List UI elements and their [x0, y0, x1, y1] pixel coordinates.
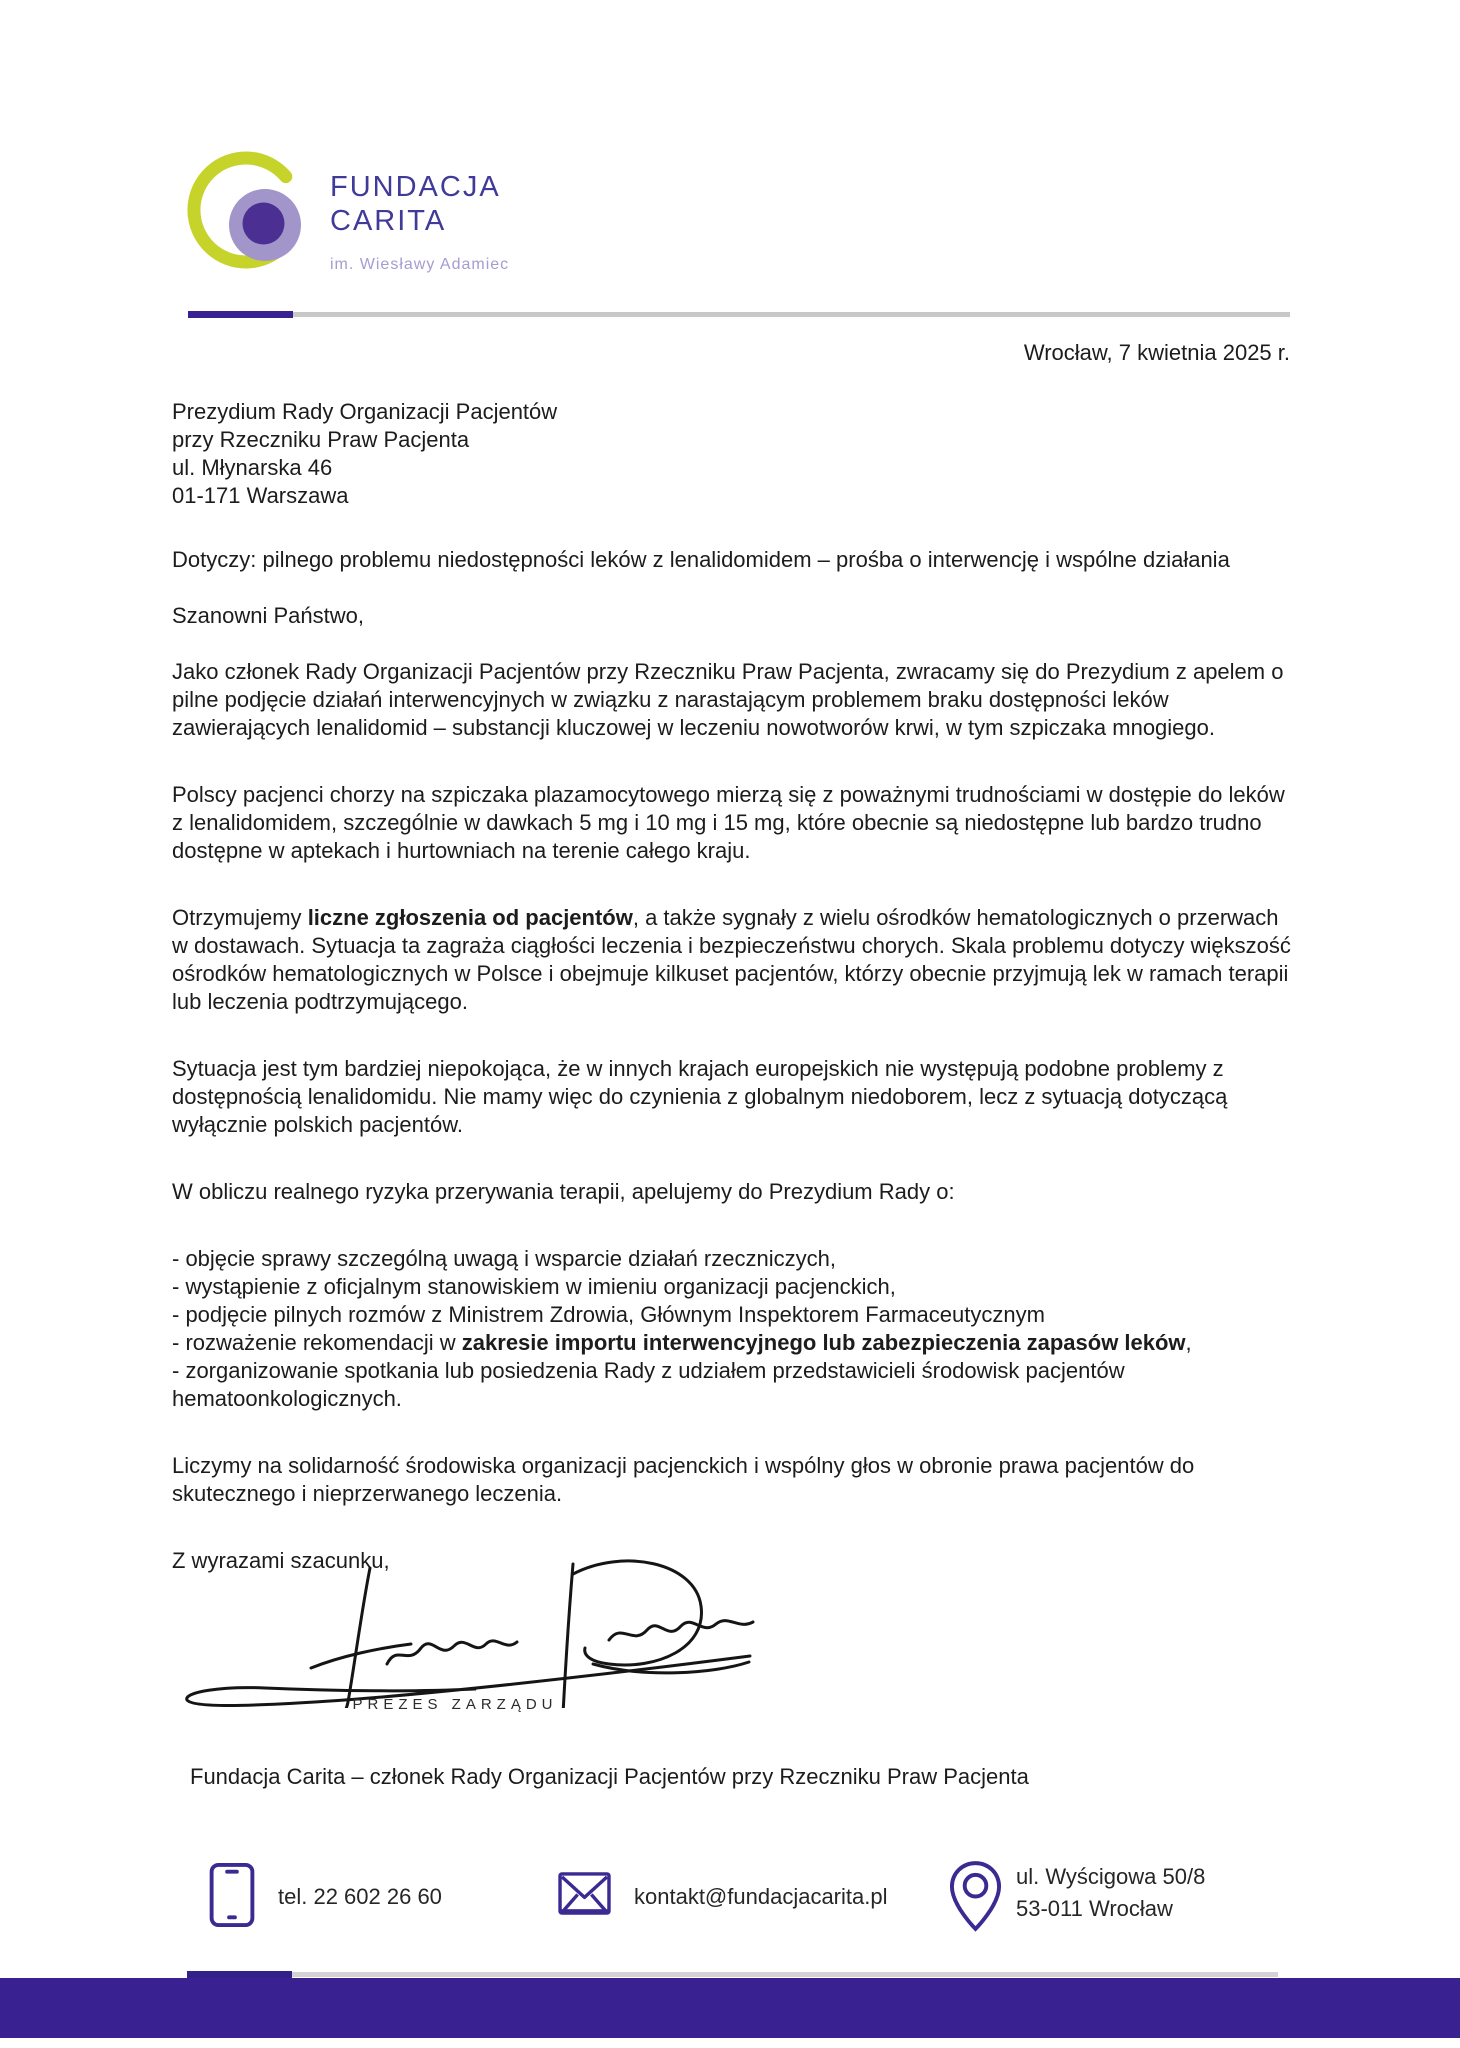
- paragraph-3-bold: liczne zgłoszenia od pacjentów: [307, 905, 633, 930]
- closing-line: Z wyrazami szacunku,: [172, 1548, 390, 1573]
- recipient-line: przy Rzeczniku Praw Pacjenta: [172, 427, 470, 452]
- demand-item-post: ,: [1185, 1330, 1192, 1355]
- demand-item: [172, 1357, 1292, 1413]
- logo-wordmark: [330, 170, 509, 282]
- demand-item-text: - zorganizowanie spotkania lub posiedzenia Rady z udziałem przedstawicieli środowisk pacjentów hematoonkologicznych.: [172, 1358, 1125, 1411]
- demand-item: [172, 1329, 1292, 1357]
- paragraph-4: Sytuacja jest tym bardziej niepokojąca, że w innych krajach europejskich nie występują podobne problemy z dostępnością lenalidomidu. Nie mamy więc do czynienia z globalnym niedoborem, lecz z sytuacją dotyczącą wyłącznie polskich pacjentów.: [172, 1056, 1228, 1137]
- phone-icon: [208, 1862, 256, 1928]
- street-address: ul. Wyścigowa 50/8: [1016, 1864, 1206, 1889]
- demand-item-text: - wystąpienie z oficjalnym stanowiskiem w imieniu organizacji pacjenckich,: [172, 1274, 896, 1299]
- recipient-block: [172, 398, 1292, 510]
- paragraph-5: W obliczu realnego ryzyka przerywania terapii, apelujemy do Prezydium Rady o:: [172, 1179, 955, 1204]
- header-divider: [188, 312, 1290, 317]
- salutation: Szanowni Państwo,: [172, 603, 364, 628]
- subject-line: Dotyczy: pilnego problemu niedostępności leków z lenalidomidem – prośba o interwencję i wspólne działania: [172, 547, 1230, 572]
- demand-item: [172, 1301, 1292, 1329]
- paragraph-3-pre: Otrzymujemy: [172, 905, 308, 930]
- letter-body: [172, 398, 1292, 1575]
- recipient-line: 01-171 Warszawa: [172, 483, 349, 508]
- email-icon: [557, 1870, 612, 1917]
- demand-item-text: - podjęcie pilnych rozmów z Ministrem Zdrowia, Głównym Inspektorem Farmaceutycznym: [172, 1302, 1045, 1327]
- recipient-line: ul. Młynarska 46: [172, 455, 333, 480]
- demand-item-text: - objęcie sprawy szczególną uwagą i wsparcie działań rzeczniczych,: [172, 1246, 836, 1271]
- demand-item-text: - rozważenie rekomendacji w: [172, 1330, 462, 1355]
- demand-list: [172, 1245, 1292, 1413]
- logo-name-line1: FUNDACJA: [330, 171, 501, 203]
- paragraph-6: Liczymy na solidarność środowiska organizacji pacjenckich i wspólny głos w obronie prawa pacjentów do skutecznego i nieprzerwanego leczenia.: [172, 1453, 1195, 1506]
- city-address: 53-011 Wrocław: [1016, 1896, 1173, 1921]
- logo-name-line2: CARITA: [330, 205, 447, 237]
- foundation-logo-icon: [186, 146, 311, 278]
- footer-divider-accent: [187, 1971, 292, 1978]
- paragraph-3-post: , a także sygnały z wielu ośrodków hematologicznych o przerwach w dostawach. Sytuacja ta zagraża ciągłości leczenia i bezpieczeństwu chorych. Skala problemu dotyczy większość ośrodków hematologicznych w Polsce i obejmuje kilkuset pacjentów, którzy obecnie przyjmują lek w ramach terapii lub leczenia podtrzymującego.: [172, 905, 1291, 1014]
- demand-item: [172, 1245, 1292, 1273]
- membership-line: Fundacja Carita – członek Rady Organizacji Pacjentów przy Rzeczniku Praw Pacjenta: [190, 1764, 1029, 1789]
- paragraph-1: Jako członek Rady Organizacji Pacjentów przy Rzeczniku Praw Pacjenta, zwracamy się do Prezydium z apelem o pilne podjęcie działań interwencyjnych w związku z narastającym problemem braku dostępności leków zawierających lenalidomid – substancji kluczowej w leczeniu nowotworów krwi, w tym szpiczaka mnogiego.: [172, 659, 1284, 740]
- signature-image: [165, 1556, 765, 1708]
- date-line: Wrocław, 7 kwietnia 2025 r.: [1023, 340, 1290, 365]
- logo-inner-circle-icon: [243, 203, 285, 245]
- footer-bar: [0, 1978, 1460, 2038]
- header-divider-accent: [188, 311, 293, 318]
- recipient-line: Prezydium Rady Organizacji Pacjentów: [172, 399, 558, 424]
- location-pin-icon: [948, 1860, 1003, 1933]
- demand-item: [172, 1273, 1292, 1301]
- footer-divider: [187, 1972, 1278, 1977]
- phone-number: tel. 22 602 26 60: [278, 1884, 442, 1909]
- paragraph-2: Polscy pacjenci chorzy na szpiczaka plazamocytowego mierzą się z poważnymi trudnościami w dostępie do leków z lenalidomidem, szczególnie w dawkach 5 mg i 10 mg i 15 mg, które obecnie są niedostępne lub bardzo trudno dostępne w aptekach i hurtowniach na terenie całego kraju.: [172, 782, 1285, 863]
- demand-item-bold: zakresie importu interwencyjnego lub zabezpieczenia zapasów leków: [461, 1330, 1186, 1355]
- email-address: kontakt@fundacjacarita.pl: [634, 1884, 888, 1909]
- signature-role: PREZES ZARZĄDU: [352, 1696, 558, 1713]
- paragraph-3: [172, 904, 1292, 1016]
- logo-tagline: im. Wiesławy Adamiec: [330, 256, 510, 273]
